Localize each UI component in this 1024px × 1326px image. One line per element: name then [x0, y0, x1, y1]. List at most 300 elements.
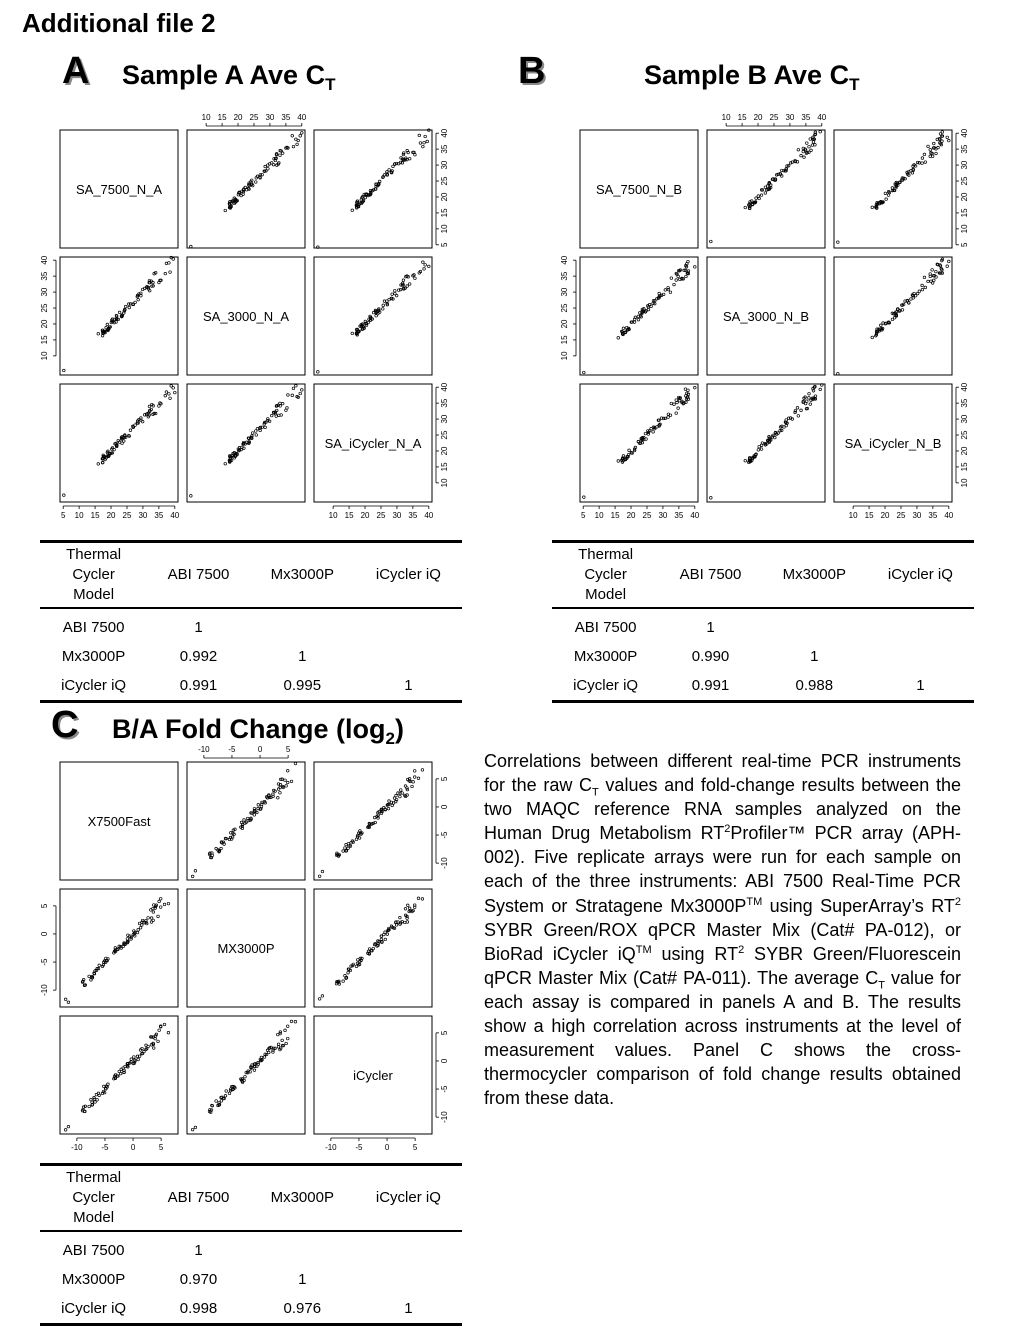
scatter-point: [885, 198, 888, 201]
table-header-cell: Thermal Cycler Model: [40, 1165, 147, 1232]
scatter-point: [290, 1020, 293, 1023]
table-cell: [355, 1265, 462, 1294]
tick-label: 5: [960, 242, 969, 248]
scatter-point: [373, 816, 376, 819]
tick-label: 15: [864, 511, 874, 520]
scatter-point: [931, 269, 934, 272]
scatter-point: [147, 1045, 150, 1048]
scatter-point: [364, 196, 367, 199]
scatter-point: [797, 415, 800, 418]
scatter-point: [617, 460, 620, 463]
scatter-point: [159, 897, 162, 900]
scatter-point: [414, 277, 417, 280]
scatter-point: [628, 449, 631, 452]
cell-2-0: [580, 384, 698, 502]
scatter-point: [386, 933, 389, 936]
scatter-point: [901, 309, 904, 312]
scatter-point: [941, 131, 944, 134]
caption-segment: T: [878, 979, 885, 992]
tick-label: 5: [440, 242, 449, 248]
table-cell: 0.990: [691, 648, 730, 665]
scatter-point: [152, 1047, 155, 1050]
scatter-point: [408, 157, 411, 160]
tick-label: 20: [626, 511, 636, 520]
table-cell: 1: [298, 1271, 307, 1288]
table-header-row: [40, 1165, 462, 1232]
scatter-point: [157, 915, 160, 918]
variable-label: iCycler: [353, 1068, 393, 1083]
tick-label: 10: [594, 511, 604, 520]
scatter-point: [422, 145, 425, 148]
scatter-point: [812, 141, 815, 144]
scatter-point: [287, 394, 290, 397]
tick-label: 10: [848, 511, 858, 520]
scatter-point: [932, 142, 935, 145]
scatter-point: [294, 762, 297, 765]
scatter-point: [286, 1025, 289, 1028]
tick-label: 20: [40, 319, 49, 329]
scatter-point: [808, 397, 811, 400]
scatter-point: [421, 769, 424, 772]
scatter-point: [194, 1126, 197, 1129]
tick-label: 10: [960, 478, 969, 488]
cell-2-1: [187, 384, 305, 502]
scatter-point: [263, 1056, 266, 1059]
table-cell: 0.988: [795, 677, 834, 694]
scatter-point: [264, 426, 267, 429]
scatter-point: [130, 1058, 133, 1061]
scatter-point: [805, 142, 808, 145]
scatter-point: [148, 405, 151, 408]
axis-right-2: [956, 382, 969, 487]
scatter-point: [355, 838, 358, 841]
variable-label: SA_7500_N_B: [595, 182, 683, 197]
axis-bottom-0: [581, 506, 700, 520]
tick-label: 5: [158, 1143, 164, 1152]
scatter-point: [921, 162, 924, 165]
tick-label: -10: [325, 1143, 337, 1152]
axis-top-1: [722, 113, 827, 126]
scatter-point: [96, 1098, 99, 1101]
table-row: [552, 608, 974, 642]
tick-label: -10: [440, 1111, 449, 1123]
tick-label: 25: [376, 511, 386, 520]
scatter-point: [406, 787, 409, 790]
scatter-point: [423, 268, 426, 271]
tick-label: 5: [412, 1143, 418, 1152]
scatter-point: [399, 789, 402, 792]
scatter-point: [910, 298, 913, 301]
scatter-point: [819, 388, 822, 391]
scatter-point: [97, 332, 100, 335]
scatter-point: [190, 245, 193, 248]
scatter-point: [404, 921, 407, 924]
scatter-point: [677, 407, 680, 410]
tick-label: 20: [440, 446, 449, 456]
tick-label: -5: [228, 745, 236, 754]
scatter-point: [172, 387, 175, 390]
tick-label: 10: [440, 224, 449, 234]
table-row: [40, 1265, 462, 1294]
table-row: [552, 642, 974, 671]
caption-segment: using SuperArray’s RT: [762, 895, 955, 916]
scatter-point: [414, 153, 417, 156]
tick-label: 40: [690, 511, 700, 520]
scatter-point: [285, 785, 288, 788]
tick-label: 15: [560, 335, 569, 345]
scatter-point: [254, 430, 257, 433]
scatter-point: [224, 462, 227, 465]
table-cell: 1: [916, 677, 925, 694]
caption-segment: 2: [738, 943, 745, 956]
scatter-point: [694, 266, 697, 269]
tick-label: 40: [297, 113, 307, 122]
tick-label: 5: [440, 776, 449, 782]
scatter-point: [267, 167, 270, 170]
tick-label: 35: [928, 511, 938, 520]
scatter-point: [710, 240, 713, 243]
scatter-point: [224, 209, 227, 212]
scatter-point: [134, 301, 137, 304]
axis-right-0: [436, 128, 449, 247]
scatter-point: [399, 795, 402, 798]
tick-label: 30: [560, 287, 569, 297]
scatter-point: [422, 261, 425, 264]
scatter-point: [924, 161, 927, 164]
scatter-point: [921, 284, 924, 287]
cell-1-0: [60, 889, 178, 1007]
table-header-cell: Mx3000P: [250, 542, 355, 609]
table-cell: 1: [810, 648, 819, 665]
tick-label: 30: [912, 511, 922, 520]
axis-right-2: [436, 382, 449, 487]
panel-c-title-text: B/A Fold Change (log: [112, 714, 386, 744]
table-row: [40, 642, 462, 671]
tick-label: 15: [40, 335, 49, 345]
scatter-point: [159, 906, 162, 909]
scatter-point: [760, 448, 763, 451]
tick-label: 25: [440, 430, 449, 440]
scatter-point: [128, 306, 131, 309]
tick-label: 40: [40, 255, 49, 265]
axis-left-1: [40, 255, 56, 360]
correlation-table-b: [552, 540, 974, 703]
scatter-point: [893, 316, 896, 319]
scatter-point: [418, 134, 421, 137]
scatter-point: [413, 776, 416, 779]
scatter-point: [215, 847, 218, 850]
scatter-point: [296, 143, 299, 146]
scatter-point: [284, 779, 287, 782]
tick-label: 40: [944, 511, 954, 520]
scatter-point: [428, 265, 431, 268]
scatter-point: [871, 336, 874, 339]
scatter-point: [163, 903, 166, 906]
tick-label: 35: [960, 144, 969, 154]
tick-label: -5: [440, 1085, 449, 1093]
scatter-point: [286, 407, 289, 410]
table-row: [40, 671, 462, 702]
scatter-point: [299, 135, 302, 138]
axis-bottom-2: [329, 506, 434, 520]
panel-c-title: [112, 714, 404, 748]
scatter-point: [158, 1029, 161, 1032]
scatter-point: [225, 1090, 228, 1093]
scatter-point: [297, 139, 300, 142]
scatter-point: [347, 971, 350, 974]
scatter-point: [808, 145, 811, 148]
tick-label: 10: [440, 478, 449, 488]
tick-label: 25: [960, 176, 969, 186]
table-cell: [355, 642, 462, 671]
scatter-point: [764, 192, 767, 195]
scatter-point: [228, 1092, 231, 1095]
tick-label: 25: [40, 303, 49, 313]
scatter-point: [143, 1050, 146, 1053]
scatter-point: [932, 279, 935, 282]
table-cell: 0.998: [179, 1300, 218, 1317]
scatter-point: [673, 403, 676, 406]
table-header-cell: iCycler iQ: [355, 1165, 462, 1232]
axis-bottom-2: [325, 1138, 418, 1152]
scatter-point: [412, 781, 415, 784]
scatter-point: [255, 434, 258, 437]
table-header-cell: ABI 7500: [147, 1165, 250, 1232]
scatter-point: [644, 432, 647, 435]
panel-b-title-sub: T: [849, 75, 860, 94]
scatter-point: [388, 169, 391, 172]
cell-frame: [60, 257, 178, 375]
scatter-point: [921, 288, 924, 291]
tick-label: 0: [130, 1143, 136, 1152]
tick-label: 15: [440, 208, 449, 218]
tick-label: 35: [440, 398, 449, 408]
scatter-point: [168, 393, 171, 396]
cell-2-0: [60, 384, 178, 502]
scatter-point: [424, 135, 427, 138]
scatter-point: [755, 197, 758, 200]
tick-label: 10: [40, 351, 49, 361]
scatter-point: [394, 292, 397, 295]
scatter-point: [796, 407, 799, 410]
scatter-point: [133, 1056, 136, 1059]
scatter-point: [272, 163, 275, 166]
scatter-point: [88, 975, 91, 978]
cell-0-0: [60, 762, 178, 880]
tick-label: 35: [560, 271, 569, 281]
scatter-point: [295, 384, 298, 387]
scatter-point: [164, 272, 167, 275]
cell-1-1: [707, 257, 825, 375]
scatter-point: [139, 926, 142, 929]
scatter-point: [766, 185, 769, 188]
scatter-point: [916, 161, 919, 164]
tick-label: -5: [40, 958, 49, 966]
scatter-matrix-c: [40, 742, 450, 1157]
scatter-point: [253, 1069, 256, 1072]
tick-label: 35: [408, 511, 418, 520]
cell-1-1: [187, 889, 305, 1007]
scatter-point: [906, 171, 909, 174]
scatter-point: [321, 995, 324, 998]
scatter-point: [137, 929, 140, 932]
scatter-point: [916, 292, 919, 295]
scatter-point: [286, 781, 289, 784]
tick-label: 35: [154, 511, 164, 520]
scatter-point: [757, 195, 760, 198]
scatter-point: [675, 412, 678, 415]
tick-label: 10: [960, 224, 969, 234]
tick-label: 35: [801, 113, 811, 122]
cell-0-2: [314, 762, 432, 880]
tick-label: 25: [642, 511, 652, 520]
scatter-point: [124, 305, 127, 308]
scatter-point: [760, 194, 763, 197]
scatter-point: [215, 1100, 218, 1103]
scatter-point: [342, 980, 345, 983]
scatter-point: [406, 904, 409, 907]
correlation-table-a: [40, 540, 462, 703]
tick-label: 40: [424, 511, 434, 520]
caption-segment: using RT: [651, 943, 739, 964]
table-cell: 0.991: [179, 677, 218, 694]
scatter-point: [243, 819, 246, 822]
scatter-point: [811, 144, 814, 147]
scatter-point: [152, 911, 155, 914]
table-cell: [867, 608, 974, 642]
panel-b-title-text: Sample B Ave C: [644, 60, 850, 90]
tick-label: 30: [960, 414, 969, 424]
scatter-point: [129, 429, 132, 432]
cell-0-1: [707, 130, 825, 248]
scatter-point: [220, 1100, 223, 1103]
scatter-point: [687, 260, 690, 263]
scatter-point: [98, 964, 101, 967]
table-cell: 1: [404, 1300, 413, 1317]
tick-label: -5: [355, 1143, 363, 1152]
scatter-point: [647, 308, 650, 311]
tick-label: 40: [440, 128, 449, 138]
scatter-point: [264, 165, 267, 168]
scatter-point: [285, 1042, 288, 1045]
scatter-point: [254, 181, 257, 184]
tick-label: -5: [101, 1143, 109, 1152]
cell-0-0: [580, 130, 698, 248]
scatter-point: [281, 152, 284, 155]
scatter-point: [158, 405, 161, 408]
scatter-point: [291, 394, 294, 397]
scatter-point: [837, 241, 840, 244]
panel-a-letter: A: [62, 50, 90, 92]
tick-label: 15: [737, 113, 747, 122]
scatter-point: [299, 392, 302, 395]
tick-label: -5: [440, 831, 449, 839]
scatter-point: [64, 998, 67, 1001]
caption-segment: TM: [746, 895, 763, 908]
cell-1-0: [580, 257, 698, 375]
scatter-point: [424, 264, 427, 267]
scatter-point: [286, 770, 289, 773]
scatter-point: [935, 270, 938, 273]
scatter-point: [802, 150, 805, 153]
scatter-point: [88, 1105, 91, 1108]
scatter-point: [948, 260, 951, 263]
panel-a-title-text: Sample A Ave C: [122, 60, 326, 90]
cell-1-2: [314, 257, 432, 375]
scatter-point: [676, 401, 679, 404]
scatter-point: [301, 132, 304, 135]
variable-label: SA_3000_N_B: [722, 309, 810, 324]
scatter-point: [879, 324, 882, 327]
tick-label: 25: [249, 113, 259, 122]
caption-segment: SYBR Green/Fluorescein qPCR Master Mix (Cat# PA-011). The average C: [484, 943, 962, 988]
cell-1-0: [60, 256, 178, 375]
scatter-point: [617, 337, 620, 340]
scatter-point: [169, 397, 172, 400]
table-cell: [250, 1231, 355, 1265]
tick-label: 35: [40, 271, 49, 281]
tick-label: 20: [360, 511, 370, 520]
scatter-point: [800, 154, 803, 157]
tick-label: 20: [440, 192, 449, 202]
tick-label: 25: [122, 511, 132, 520]
panel-b-letter: B: [518, 50, 546, 92]
scatter-point: [286, 1037, 289, 1040]
scatter-point: [158, 900, 161, 903]
tick-label: 40: [560, 255, 569, 265]
table-cell: ABI 7500: [574, 619, 637, 636]
panel-a-title: [122, 60, 336, 94]
scatter-point: [318, 998, 321, 1001]
axis-bottom-0: [71, 1138, 164, 1152]
scatter-point: [814, 144, 817, 147]
cell-1-2: [834, 257, 952, 375]
scatter-point: [342, 850, 345, 853]
scatter-point: [138, 922, 141, 925]
tick-label: 20: [880, 511, 890, 520]
tick-label: 30: [40, 287, 49, 297]
scatter-point: [67, 1125, 70, 1128]
scatter-point: [927, 280, 930, 283]
table-cell: ABI 7500: [62, 1242, 125, 1259]
caption-segment: 2: [954, 895, 961, 908]
cell-2-2: [834, 384, 952, 502]
table-cell: 1: [706, 619, 715, 636]
scatter-point: [317, 371, 320, 374]
scatter-point: [281, 402, 284, 405]
scatter-point: [652, 431, 655, 434]
scatter-point: [63, 494, 66, 497]
scatter-point: [948, 139, 951, 142]
scatter-point: [408, 283, 411, 286]
scatter-point: [800, 409, 803, 412]
scatter-point: [261, 173, 264, 176]
cell-2-2: [314, 1016, 432, 1134]
correlation-table-c: [40, 1163, 462, 1326]
scatter-point: [797, 148, 800, 151]
scatter-point: [404, 907, 407, 910]
scatter-point: [805, 400, 808, 403]
tick-label: 25: [769, 113, 779, 122]
tick-label: -10: [198, 745, 210, 754]
table-cell: [762, 608, 867, 642]
cell-2-0: [60, 1016, 178, 1134]
tick-label: 20: [753, 113, 763, 122]
table-cell: ABI 7500: [62, 619, 125, 636]
scatter-point: [669, 291, 672, 294]
scatter-point: [163, 1023, 166, 1026]
table-cell: [867, 642, 974, 671]
